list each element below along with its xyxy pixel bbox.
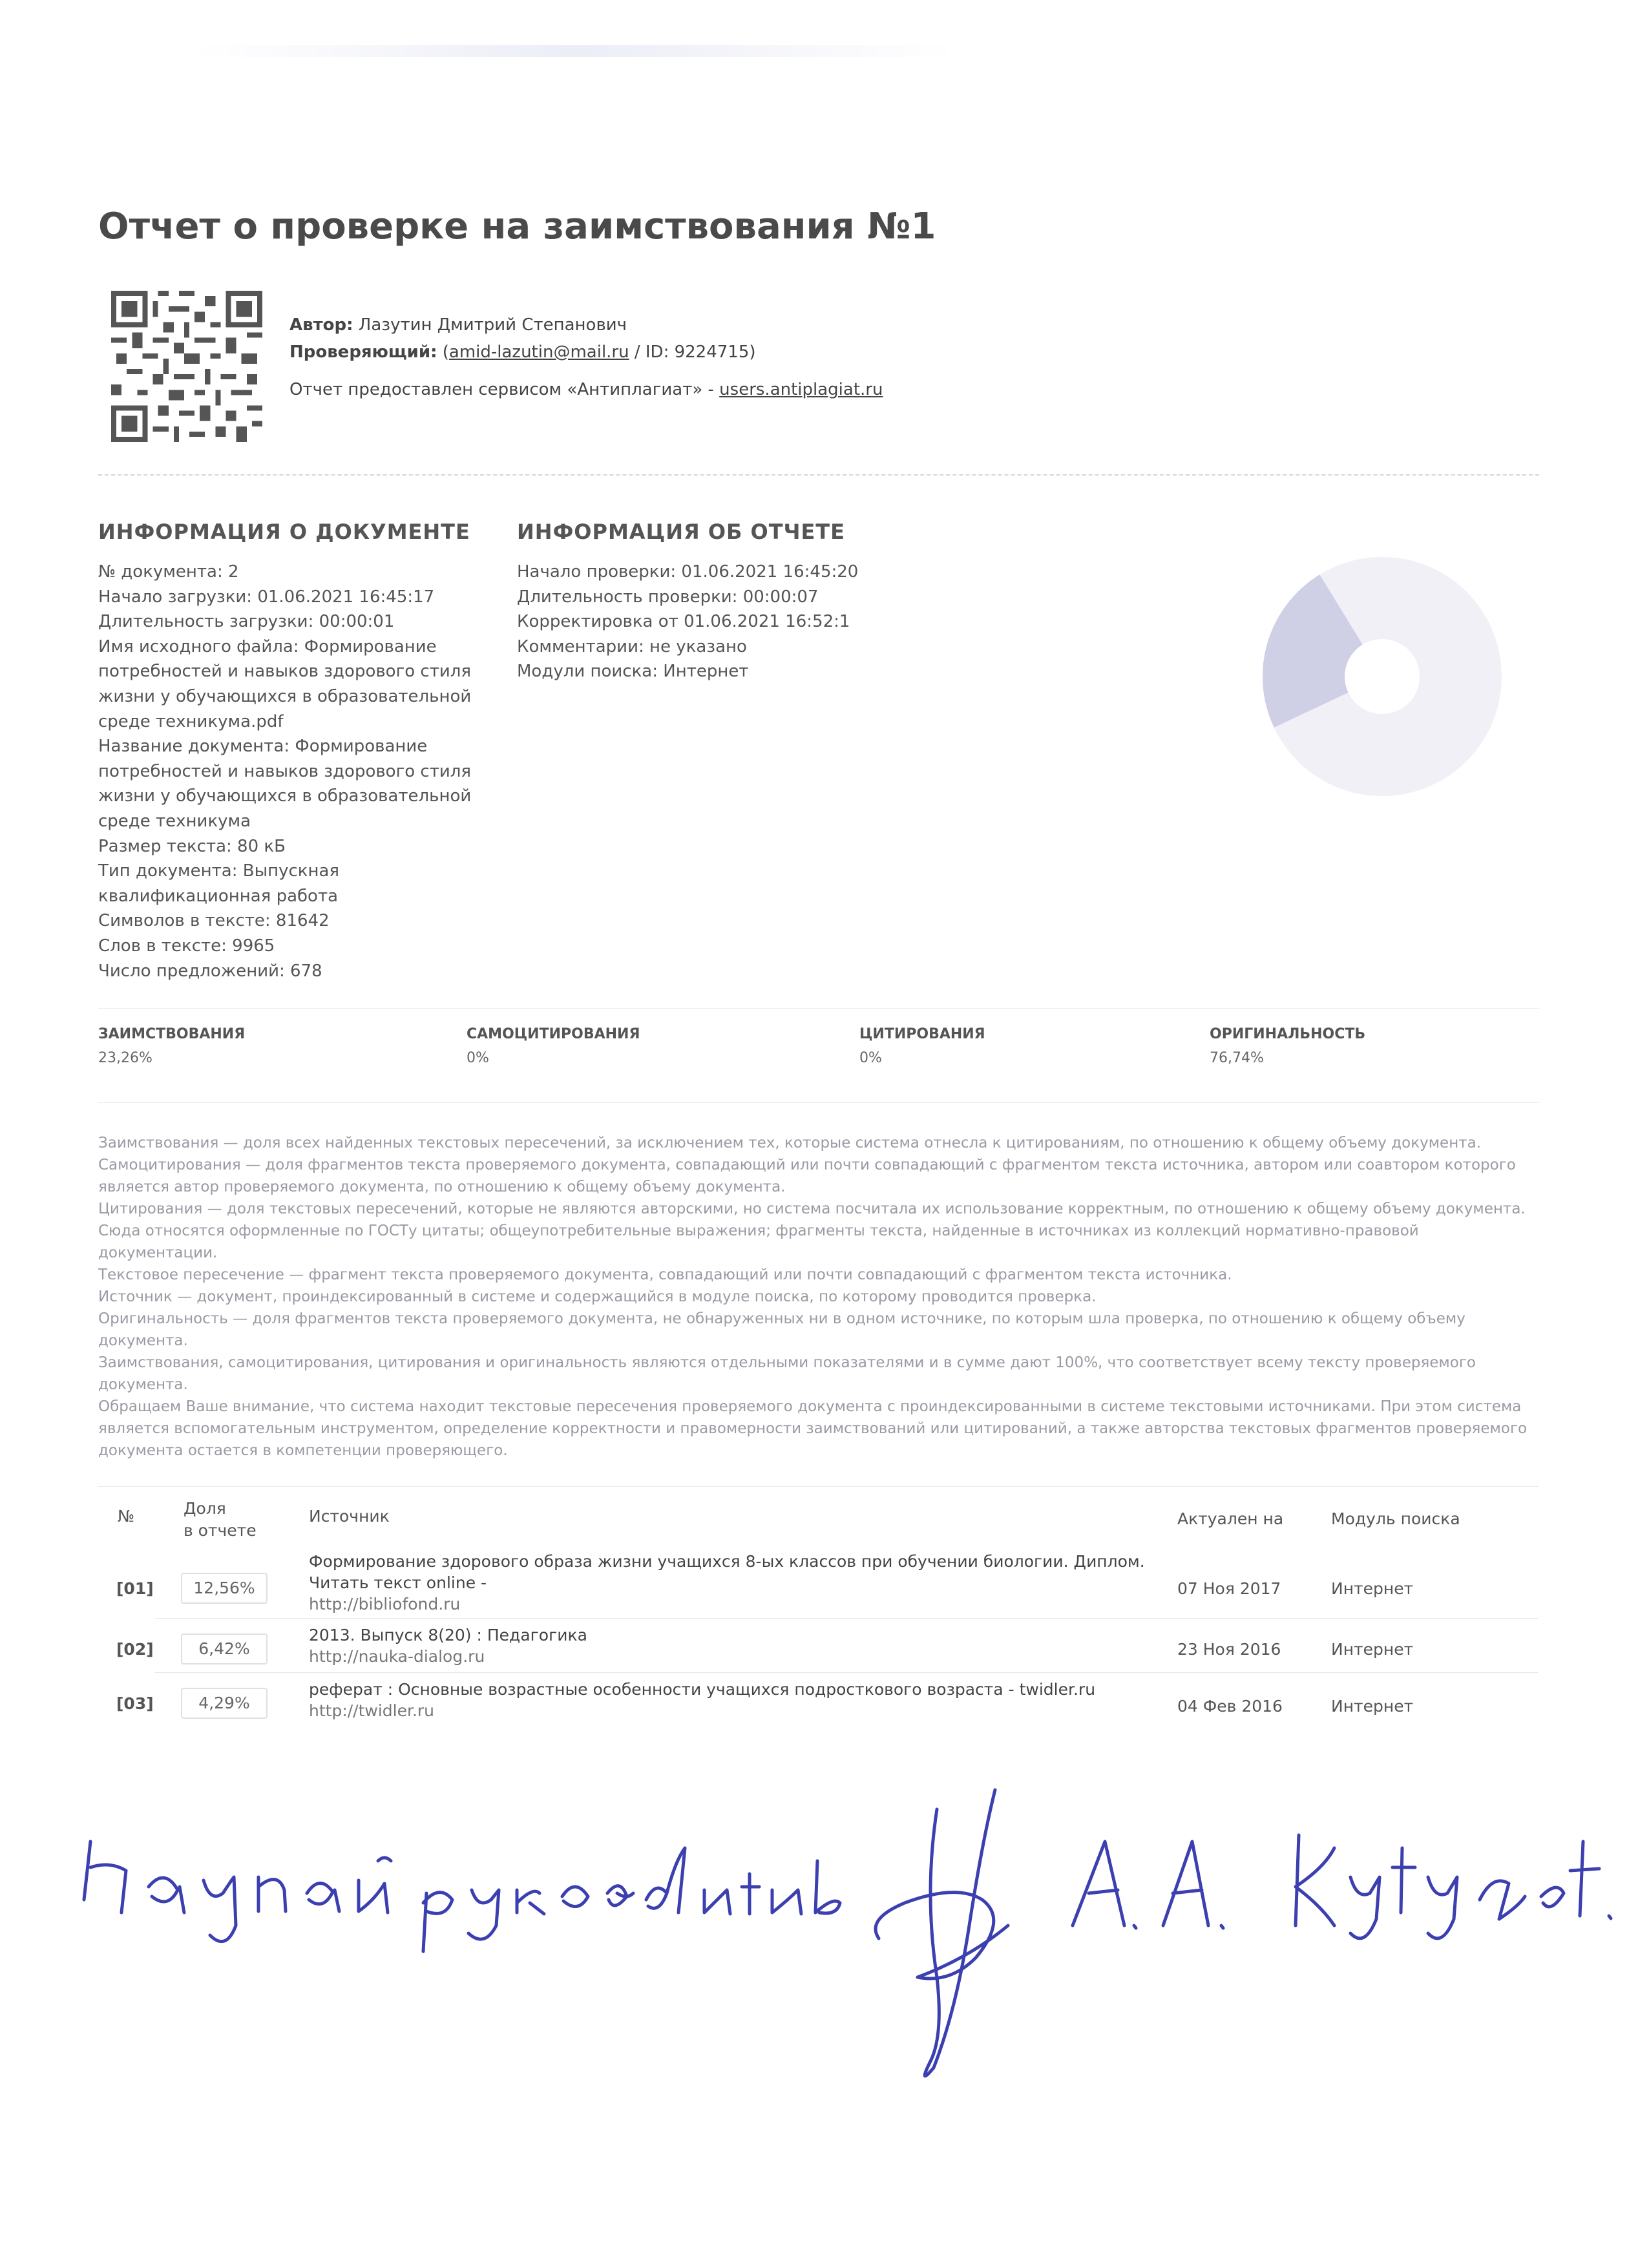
report-info-line: Корректировка от 01.06.2021 16:52:1 xyxy=(517,612,850,632)
metric-self-citations xyxy=(467,1026,640,1066)
col-header-num: № xyxy=(118,1507,135,1526)
doc-info-line: жизни у обучающихся в образовательной xyxy=(98,686,472,706)
author-name: Лазутин Дмитрий Степанович xyxy=(358,315,627,335)
report-title: Отчет о проверке на заимствования №1 xyxy=(98,205,936,247)
note-paragraph: Обращаем Ваше внимание, что система находит текстовые пересечения проверяемого документа с проиндексированными в системе текстовыми источниками. При этом система является вспомогательным инструментом, определение корректности и правомерности заимствований или цитирований, а также авторства текстовых фрагментов проверяемого документа остается в компетенции проверяющего. xyxy=(98,1398,1528,1459)
service-line xyxy=(289,376,883,403)
doc-info-line: потребностей и навыков здорового стиля xyxy=(98,662,472,682)
row-source-url[interactable]: http://nauka-dialog.ru xyxy=(309,1647,485,1666)
doc-info-line: Название документа: Формирование xyxy=(98,737,428,757)
reviewer-label: Проверяющий: xyxy=(289,342,437,362)
doc-info-line: среде техникума.pdf xyxy=(98,711,284,731)
handwritten-role-text xyxy=(84,1842,840,1951)
row-divider xyxy=(155,1618,1538,1619)
doc-info-line: среде техникума xyxy=(98,811,251,831)
doc-info-line: Число предложений: 678 xyxy=(98,961,322,981)
doc-info-line: Имя исходного файла: Формирование xyxy=(98,636,437,656)
handwritten-signature-block xyxy=(65,1764,1615,2139)
row-date: 07 Ноя 2017 xyxy=(1177,1579,1281,1598)
metric-citations xyxy=(859,1026,985,1066)
qr-code xyxy=(111,291,262,442)
metric-citations-label: ЦИТИРОВАНИЯ xyxy=(859,1026,985,1042)
scan-artifact xyxy=(194,45,956,57)
row-share-badge: 4,29% xyxy=(181,1688,268,1719)
service-link[interactable]: users.antiplagiat.ru xyxy=(719,380,883,399)
row-module: Интернет xyxy=(1331,1640,1414,1659)
definitions-notes xyxy=(98,1132,1539,1462)
row-module: Интернет xyxy=(1331,1579,1414,1598)
doc-info-title: ИНФОРМАЦИЯ О ДОКУМЕНТЕ xyxy=(98,520,470,544)
row-source xyxy=(309,1551,1201,1615)
row-number: [03] xyxy=(116,1694,154,1713)
reviewer-email-link[interactable]: amid-lazutin@mail.ru xyxy=(448,342,629,362)
divider xyxy=(98,1102,1539,1103)
author-line xyxy=(289,311,883,339)
row-source xyxy=(309,1679,1201,1721)
author-label: Автор: xyxy=(289,315,353,335)
reviewer-line xyxy=(289,339,883,366)
row-number: [02] xyxy=(116,1640,154,1659)
metric-originality-label: ОРИГИНАЛЬНОСТЬ xyxy=(1210,1026,1366,1042)
doc-info-line: квалификационная работа xyxy=(98,886,339,906)
report-info-title: ИНФОРМАЦИЯ ОБ ОТЧЕТЕ xyxy=(517,520,845,544)
row-number: [01] xyxy=(116,1579,154,1598)
doc-info-line: Длительность загрузки: 00:00:01 xyxy=(98,612,395,632)
col-header-date: Актуален на xyxy=(1177,1509,1284,1528)
note-paragraph: Источник — документ, проиндексированный в системе и содержащийся в модуле поиска, по которому проводится проверка. xyxy=(98,1288,1097,1305)
reviewer-open: ( xyxy=(442,342,449,362)
author-block xyxy=(289,311,883,403)
doc-info-line: потребностей и навыков здорового стиля xyxy=(98,761,472,781)
col-header-share-line: Доля xyxy=(184,1499,226,1518)
note-paragraph: Самоцитирования — доля фрагментов текста проверяемого документа, совпадающий или почти совпадающий с фрагментом текста источника, автором или соавтором которого является автор проверяемого документа, по отношению к общему объему документа. xyxy=(98,1157,1516,1195)
divider xyxy=(98,1008,1539,1009)
doc-info-list xyxy=(98,560,471,983)
metric-borrowings-label: ЗАИМСТВОВАНИЯ xyxy=(98,1026,246,1042)
metric-self-citations-value: 0% xyxy=(467,1050,489,1066)
col-header-source: Источник xyxy=(309,1507,390,1526)
note-paragraph: Заимствования — доля всех найденных текстовых пересечений, за исключением тех, которые система отнесла к цитированиям, по отношению к общему объему документа. xyxy=(98,1135,1482,1151)
row-source xyxy=(309,1624,1201,1667)
report-info-line: Начало проверки: 01.06.2021 16:45:20 xyxy=(517,562,859,582)
handwritten-name-text xyxy=(1073,1835,1611,1938)
note-paragraph: Заимствования, самоцитирования, цитирования и оригинальность являются отдельными показателями и в сумме дают 100%, что соответствует всему тексту проверяемого документа. xyxy=(98,1354,1476,1393)
doc-info-line: № документа: 2 xyxy=(98,562,239,582)
pie-center-hole xyxy=(1345,639,1420,714)
doc-info-line: жизни у обучающихся в образовательной xyxy=(98,786,472,806)
note-paragraph: Текстовое пересечение — фрагмент текста проверяемого документа, совпадающий или почти совпадающий с фрагментом текста источника. xyxy=(98,1266,1232,1283)
col-header-share xyxy=(184,1498,257,1542)
row-module: Интернет xyxy=(1331,1697,1414,1716)
doc-info-line: Размер текста: 80 кБ xyxy=(98,836,286,856)
doc-info-line: Символов в тексте: 81642 xyxy=(98,911,330,931)
row-date: 04 Фев 2016 xyxy=(1177,1697,1283,1716)
row-source-title: реферат : Основные возрастные особенности учащихся подросткового возраста - twidler.ru xyxy=(309,1680,1096,1699)
note-paragraph: Оригинальность — доля фрагментов текста проверяемого документа, не обнаруженных ни в одном источнике, по которым шла проверка, по отношению к общему объему документа. xyxy=(98,1310,1465,1349)
row-source-title: 2013. Выпуск 8(20) : Педагогика xyxy=(309,1626,587,1644)
metric-citations-value: 0% xyxy=(859,1050,882,1066)
doc-info-line: Слов в тексте: 9965 xyxy=(98,936,275,956)
handwritten-signature xyxy=(876,1790,1008,2076)
originality-pie-chart xyxy=(1263,557,1502,796)
row-date: 23 Ноя 2016 xyxy=(1177,1640,1281,1659)
note-paragraph: Цитирования — доля текстовых пересечений, которые не являются авторскими, но система посчитала их использование корректным, по отношению к общему объему документа. Сюда относятся оформленные по ГОСТу цитаты; общеупотребительные выражения; фрагменты текста, найденные в источниках из коллекций нормативно-правовой документации. xyxy=(98,1201,1526,1261)
row-share-badge: 12,56% xyxy=(181,1573,268,1604)
metric-borrowings xyxy=(98,1026,245,1066)
report-info-line: Комментарии: не указано xyxy=(517,636,747,656)
col-header-share-line: в отчете xyxy=(184,1521,257,1540)
divider xyxy=(98,1486,1539,1487)
metric-borrowings-value: 23,26% xyxy=(98,1050,152,1066)
service-text: Отчет предоставлен сервисом «Антиплагиат» - xyxy=(289,380,714,399)
row-share-badge: 6,42% xyxy=(181,1633,268,1664)
metric-originality xyxy=(1210,1026,1365,1066)
metric-self-citations-label: САМОЦИТИРОВАНИЯ xyxy=(467,1026,640,1042)
report-info-line: Длительность проверки: 00:00:07 xyxy=(517,587,819,607)
report-info-line: Модули поиска: Интернет xyxy=(517,662,749,682)
metric-originality-value: 76,74% xyxy=(1210,1050,1264,1066)
doc-info-line: Начало загрузки: 01.06.2021 16:45:17 xyxy=(98,587,435,607)
row-source-url[interactable]: http://twidler.ru xyxy=(309,1701,435,1720)
row-divider xyxy=(155,1672,1538,1673)
row-source-url[interactable]: http://bibliofond.ru xyxy=(309,1595,461,1613)
divider xyxy=(98,474,1539,476)
report-info-list xyxy=(517,560,858,684)
col-header-module: Модуль поиска xyxy=(1331,1509,1460,1528)
row-source-title: Формирование здорового образа жизни учащихся 8-ых классов при обучении биологии. Диплом. Читать текст online - xyxy=(309,1552,1145,1592)
reviewer-id: / ID: 9224715) xyxy=(634,342,756,362)
doc-info-line: Тип документа: Выпускная xyxy=(98,861,340,881)
